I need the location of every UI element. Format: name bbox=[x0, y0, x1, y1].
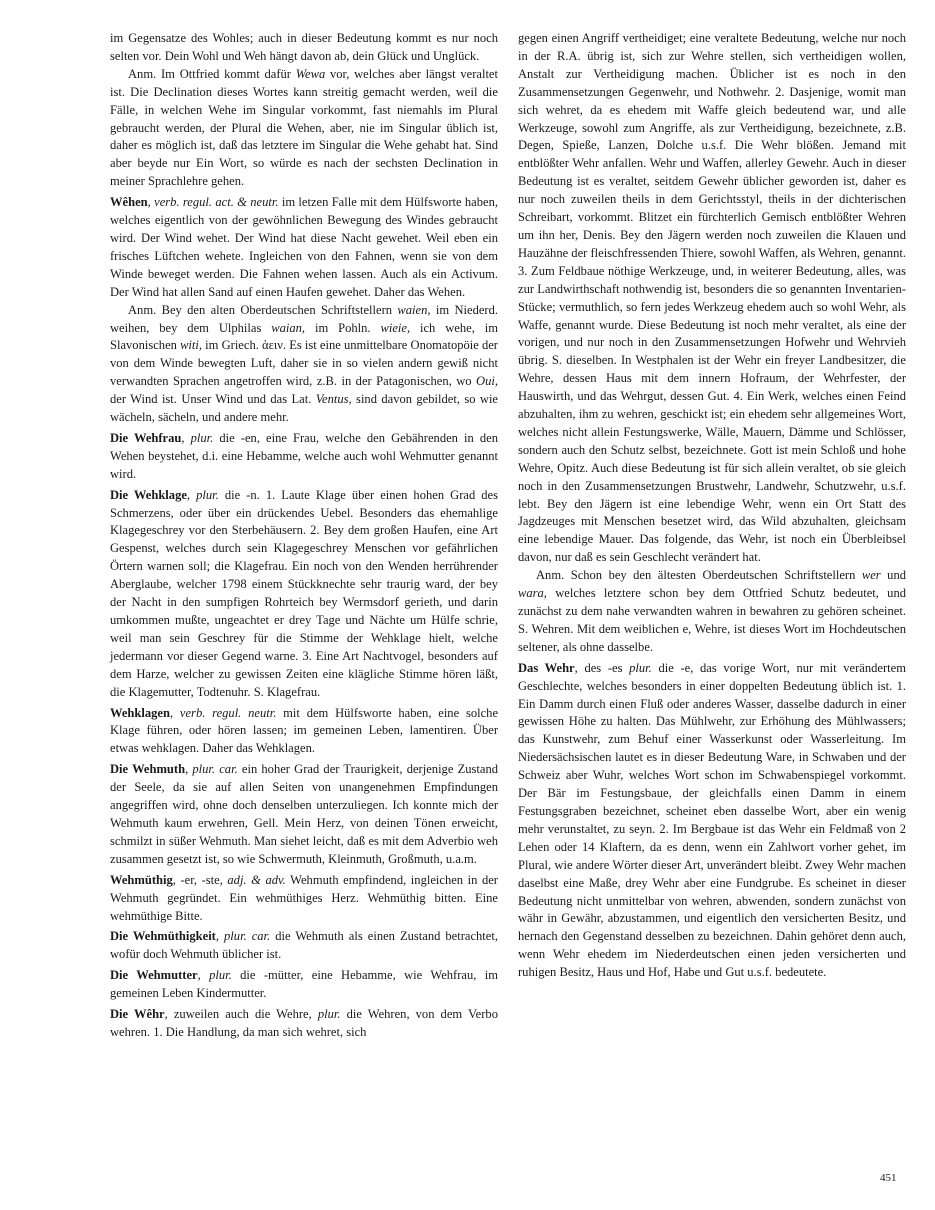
headword: Wehmüthig bbox=[110, 872, 173, 887]
entry-text: , bbox=[215, 929, 225, 944]
entry-text: die -e, das vorige Wort, nur mit verändertem Geschlechte, welches besonders in einer doppelten Bedeutung üblich ist. 1. Ein Damm durch einen Fluß oder anderes Wasser, dasselbe dadurch in einer gewissen Höhe zu halten. Das Mühlwehr, zur Erhöhung des Mühlwassers; das Kunstwehr, zum Behuf einer Wasserkunst oder Wasserleitung. Im Niedersächsischen lautet es in dieser Bedeutung Ware, in Schwaben und der Schweiz aber Wuhr, welches Wort schon im Schwabenspiegel vorkommt. Der Bär im Festungsbaue, der gleichfalls einen Damm in einem Festungsgraben bezeichnet, scheinet eben dasselbe Wort, aber ein wenig mehr verunstaltet, zu seyn. 2. Im Bergbaue ist das Wehr ein Feldmaß von 2 Lehen oder 14 Klaftern, da es denn, wenn ein Zahlwort vorher gehet, im Plural, wie andere Wörter dieser Art, unverändert bleibt. Zwey Wehr machen daselbst eine Maße, drey Wehr aber eine Fundgrube. Es scheinet in dieser Bedeutung nicht unmittelbar von wehren, abwenden, sondern zunächst von währ in Gewähr, abzustammen, und eigentlich den versicherten Besitz, und hernach den Gegenstand desselben zu bezeichnen. Dahin gehöret denn auch, wenn Wehr ehedem im Niederdeutschen einen jeden versicherten und ruhigen Besitz, Haus und Hof, Habe und Gut u.s.f. bedeutete. bbox=[518, 660, 906, 980]
entry-text: Anm. Schon bey den ältesten Oberdeutschen Schriftstellern bbox=[536, 568, 862, 583]
entry-text: Anm. Im Ottfried kommt dafür bbox=[128, 66, 296, 81]
grammar-note: Wewa bbox=[295, 66, 326, 81]
headword: Wehklagen bbox=[110, 705, 170, 720]
grammar-note: plur. bbox=[190, 430, 214, 445]
headword: Die Wehmüthigkeit bbox=[110, 929, 216, 944]
entry-text: welches letztere schon bey dem Ottfried Schutz bedeutet, und zunächst zu dem nahe verwandten wahren in bewahren zu gehören scheinet. S. Wehren. Mit dem weiblichen e, Wehre, ist dieses Wort im Hochdeutschen seltener, als ohne dasselbe. bbox=[518, 586, 906, 654]
grammar-note: Ventus, bbox=[315, 392, 352, 407]
grammar-note: verb. regul. act. & neutr. bbox=[154, 195, 279, 210]
headword: Die Wehmutter bbox=[110, 968, 198, 983]
entry-text: , bbox=[186, 487, 197, 502]
dictionary-entry bbox=[110, 705, 498, 759]
entry-text: , zuweilen auch die Wehre, bbox=[164, 1007, 318, 1022]
entry-text: der Wind ist. Unser Wind und das Lat. bbox=[110, 392, 316, 407]
entry-text: im Pohln. bbox=[305, 320, 381, 335]
headword: Die Wêhr bbox=[110, 1007, 165, 1022]
entry-text: im letzen Falle mit dem Hülfsworte haben, welches eigentlich von der gewöhnlichen Bewegung des Windes gebraucht wird. Der Wind wehet. Der Wind hat diese Nacht gewehet. Weil eben ein frisches Lüftchen wehete. Ingleichen von den Fahnen, wenn sie von dem Winde beweget werden. Die Fahnen wehen lassen. Auch als ein Activum. Der Wind hat allen Sand auf einen Haufen gewehet. Daher das Wehen. bbox=[110, 195, 498, 299]
page-number: 451 bbox=[880, 1172, 897, 1184]
dictionary-entry bbox=[110, 967, 498, 1003]
annotation-paragraph bbox=[110, 302, 498, 427]
left-column bbox=[110, 30, 498, 1042]
grammar-note: witi, bbox=[180, 338, 203, 353]
dictionary-entry bbox=[110, 1006, 498, 1042]
dictionary-entry bbox=[110, 872, 498, 926]
entry-text: , bbox=[181, 430, 191, 445]
entry-text: ich wehe, im Slavonischen bbox=[110, 320, 499, 353]
annotation-paragraph bbox=[518, 567, 906, 657]
grammar-note: plur. bbox=[317, 1007, 341, 1022]
grammar-note: plur. car. bbox=[224, 929, 271, 944]
grammar-note: waien, bbox=[397, 302, 431, 317]
entry-text: die -mütter, eine Hebamme, wie Wehfrau, im gemeinen Leben Kindermutter. bbox=[110, 968, 499, 1001]
entry-text: ein hoher Grad der Traurigkeit, derjenige Zustand der Seele, da sie auf allen Seiten von unangenehmen Empfindungen angegriffen wird, ohne doch denselben unterzuliegen. Ich konnte mich der Wehmuth kaum erwehren, Gell. Mein Herz, von deinen Tönen erweicht, schmilzt in süßer Wehmuth. Man siehet leicht, daß es mit dem Adverbio weh zusammen gesetzt ist, so wie Schwermuth, Kleinmuth, Großmuth, u.a.m. bbox=[110, 762, 498, 866]
continued-paragraph bbox=[110, 30, 498, 66]
continued-paragraph bbox=[518, 30, 906, 567]
dictionary-entry bbox=[110, 761, 498, 868]
entry-text: , -er, -ste, bbox=[172, 872, 228, 887]
entry-text: , bbox=[185, 762, 193, 777]
grammar-note: Oui, bbox=[476, 374, 498, 389]
entry-text: , des -es bbox=[574, 660, 630, 675]
entry-text: im Griech. ἀειν. Es ist eine unmittelbare Onomatopöie der von dem Winde bewegten Luft, daher sie in so vielen andern gewiß nicht verwandten Sprachen angetroffen wird, z.B. in der Patagonischen, wo bbox=[110, 338, 498, 389]
grammar-note: plur. bbox=[629, 660, 652, 675]
dictionary-entry bbox=[110, 487, 498, 702]
entry-text: im Gegensatze des Wohles; auch in dieser Bedeutung kommt es nur noch selten vor. Dein Wohl und Weh hängt davon ab, dein Glück und Unglück. bbox=[110, 31, 498, 63]
headword: Die Wehklage bbox=[110, 487, 187, 502]
grammar-note: wara, bbox=[518, 586, 547, 601]
right-column bbox=[518, 30, 906, 982]
entry-text: die Wehren, von dem Verbo wehren. 1. Die Handlung, da man sich wehret, sich bbox=[110, 1007, 498, 1039]
entry-text: gegen einen Angriff vertheidiget; eine veraltete Bedeutung, welche nur noch in der R.A. übrig ist, sich zur Wehre stellen, sich vertheidigen wollen, Anstalt zur Vertheidigung machen. Üblicher ist es noch in den Zusammensetzungen Gegenwehr, und Nothwehr. 2. Dasjenige, womit man sich wehret, da es ehedem mit Waffe gleich bedeutend war, und alle Werkzeuge, sowohl zum Angriffe, als zur Vertheidigung, bezeichnete, z.B. Degen, Spieße, Lanzen, Dolche u.s.f. Die Wehr blößen. Jemand mit entblößter Wehr anfallen. Wehr und Waffen, allerley Gewehr. Auch in dieser Bedeutung ist es veraltet, seitdem Gewehr üblicher geworden ist, daher es nur noch zuweilen theils in dem Gerichtsstyl, theils in der dichterischen Schreibart, vorkommt. Blitzet ein fürchterlich Gemisch entblößter Wehren um ihn her, Denis. Bey den Jägern werden noch zuweilen die Klauen und Hauzähne der fleischfressenden Thiere, sowohl Waffen, als Wehren, genannt. 3. Zum Feldbaue nöthige Werkzeuge, und, in weiterer Bedeutung, alles, was zur Landwirthschaft nothwendig ist, besonders die so genannten Inventarien-Stücke; vermuthlich, so fern jedes Werkzeug ehedem auch so wohl Wehr, als Waffe, genannt wurde. Diese Bedeutung ist noch mehr veraltet, als eine der vorigen, und nur noch in den Zusammensetzungen Hofwehr und Wehrvieh übrig. S. dieselben. In Westphalen ist der Wehr ein freyer Landbesitzer, die Wehre, dessen Haus mit dem innern Hofraum, der Wehrfester, der Hauswirth, und das Wehrgut, dessen Gut. 4. Ein Werk, welches einen Feind abzuhalten, ihm zu wehren, geschickt ist; ein ehedem sehr allgemeines Wort, welches nicht allein Festungswerke, Wälle, Mauern, Dämme und Schlösser, sondern auch den Schutz selbst, bezeichnete. Gott ist mein Schloß und hohe Wehre, Opitz. Auch diese Bedeutung ist für sich allein veraltet, ob sie gleich noch in den Zusammensetzungen Brustwehr, Landwehr, Schutzwehr, u.s.f. lebt. Bey den Jägern ist eine lebendige Wehr, wenn ein Ort Statt des Jagdzeuges mit Menschen besetzet wird, das Wild abzuhalten, gleichsam eine lebendige Mauer. Das folgende, das Wehr, ist noch ein Überbleibsel davon, nur daß es sein Geschlecht verändert hat. bbox=[518, 31, 906, 565]
grammar-note: wer bbox=[861, 568, 881, 583]
entry-text: , bbox=[147, 195, 155, 210]
entry-text: vor, welches aber längst veraltet ist. Die Declination dieses Wortes kann streitig gemacht werden, weil die Fälle, in welchen Wehe im Singular vorkommt, fast niemahls im Plural gebraucht werden, der Plural die Wehen, aber, nie im Singular üblich ist, daher es möglich ist, daß das letztere im Singular die Wehe gehabt hat. Sind aber beyde nur Ein Wort, so würde es nach der sechsten Declination in meiner Sprachlehre gehen. bbox=[110, 66, 498, 189]
dictionary-entry bbox=[110, 430, 498, 484]
entry-text: Wehmuth empfindend, ingleichen in der Wehmuth gegründet. Ein wehmüthiges Herz. Wehmüthig bitten. Eine wehmüthige Bitte. bbox=[110, 872, 498, 923]
headword: Das Wehr bbox=[518, 660, 575, 675]
entry-text: die -en, eine Frau, welche den Gebährenden in den Wehen beystehet, d.i. eine Hebamme, welche auch wohl Wehmutter genannt wird. bbox=[110, 430, 498, 481]
entry-text: , bbox=[197, 968, 210, 983]
dictionary-entry bbox=[518, 660, 906, 982]
entry-text: im Niederd. weihen, bey dem Ulphilas bbox=[110, 302, 498, 335]
annotation-paragraph bbox=[110, 66, 498, 191]
grammar-note: plur. car. bbox=[192, 762, 238, 777]
headword: Die Wehfrau bbox=[110, 430, 182, 445]
grammar-note: verb. regul. neutr. bbox=[179, 705, 277, 720]
dictionary-entry bbox=[110, 928, 498, 964]
entry-text: , bbox=[169, 705, 180, 720]
headword: Wêhen bbox=[110, 195, 148, 210]
entry-text: und bbox=[880, 568, 906, 583]
dictionary-entry bbox=[110, 194, 498, 301]
headword: Die Wehmuth bbox=[110, 762, 186, 777]
entry-text: die -n. 1. Laute Klage über einen hohen Grad des Schmerzens, oder über ein drückendes Uebel. Besonders das ehemahlige Klagegeschrey vor den Sterbehäusern. 2. Bey dem großen Haufen, eine Art Gespenst, welches durch sein Klagegeschrey Menschen vor gefährlichen Örtern warnen soll; die Klagefrau. Ein noch von den Wenden herrührender Aberglaube, welcher 1798 einem Stückknechte sehr traurig ward, der bey der Nacht in den sumpfigen Rohrteich bey Wermsdorf gerieth, und darin umkommen mußte, ungeachtet er drey Tage und Nächte um Hülfe schrie, weil man sein Geschrey für die Stimme der Wehklage hielt, welche jedermann vor dieser Gegend warne. 3. Eine Art Nachtvogel, besonders auf dem Harze, welcher zu gewissen Zeiten eine klägliche Stimme hören läßt, die Klagemutter, Todtenuhr. S. Klagefrau. bbox=[110, 487, 498, 699]
entry-text: die Wehmuth als einen Zustand betrachtet, wofür doch Wehmuth üblicher ist. bbox=[110, 929, 498, 962]
grammar-note: adj. & adv. bbox=[227, 872, 286, 887]
grammar-note: wieie, bbox=[380, 320, 411, 335]
entry-text: Anm. Bey den alten Oberdeutschen Schriftstellern bbox=[128, 302, 398, 317]
grammar-note: plur. bbox=[196, 487, 219, 502]
grammar-note: waian, bbox=[271, 320, 306, 335]
grammar-note: plur. bbox=[209, 968, 232, 983]
entry-text: sind davon gebildet, so wie wächeln, sächeln, und andere mehr. bbox=[110, 392, 499, 425]
entry-text: mit dem Hülfsworte haben, eine solche Klage führen, oder hören lassen; im gemeinen Leben, lamentiren. Über etwas wehklagen. Daher das Wehklagen. bbox=[110, 705, 499, 756]
